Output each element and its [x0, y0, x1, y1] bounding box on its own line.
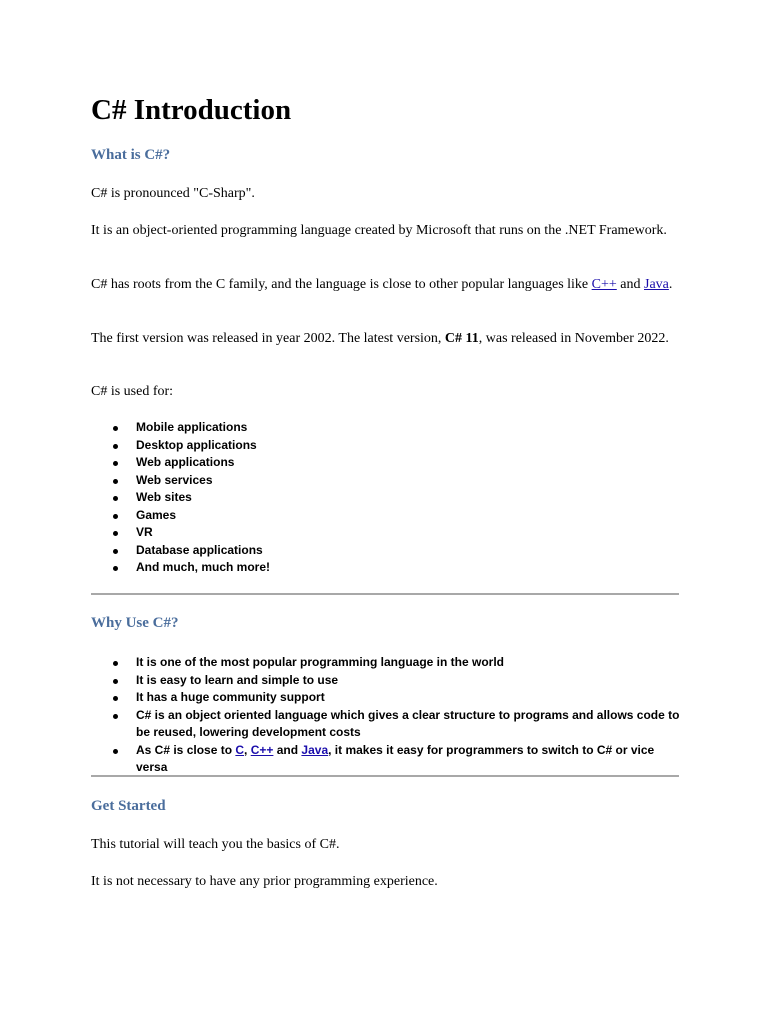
list-item: It has a huge community support: [91, 689, 681, 707]
section-divider: [91, 775, 679, 777]
list-item: Web applications: [91, 454, 681, 472]
list-item: Web sites: [91, 489, 681, 507]
reasons-list: [91, 654, 681, 777]
list-item: [91, 742, 681, 777]
roots-text-before: C# has roots from the C family, and the language is close to other popular languages like: [91, 277, 592, 292]
link-cpp[interactable]: C++: [250, 742, 274, 757]
link-c[interactable]: C: [235, 742, 245, 757]
link-java[interactable]: Java: [301, 742, 329, 757]
list-item: Desktop applications: [91, 437, 681, 455]
list-item: Mobile applications: [91, 419, 681, 437]
paragraph-used-for: C# is used for:: [91, 384, 174, 399]
reason-and: and: [273, 742, 302, 757]
paragraph-tutorial: This tutorial will teach you the basics of C#.: [91, 837, 340, 852]
reason-separator: ,: [244, 742, 251, 757]
paragraph-roots: [91, 276, 681, 294]
versions-text-after: , was released in November 2022.: [478, 331, 669, 346]
list-item: Games: [91, 507, 681, 525]
section-divider: [91, 593, 679, 595]
paragraph-definition: It is an object-oriented programming language created by Microsoft that runs on the .NET Framework.: [91, 223, 667, 238]
paragraph-pronunciation: C# is pronounced "C-Sharp".: [91, 186, 255, 201]
reason-text-before: As C# is close to: [136, 742, 236, 757]
latest-version: C# 11: [444, 331, 479, 346]
paragraph-no-experience: It is not necessary to have any prior programming experience.: [91, 874, 438, 889]
uses-list: [91, 419, 681, 577]
versions-text-before: The first version was released in year 2002. The latest version,: [91, 331, 445, 346]
heading-what-is-csharp: What is C#?: [91, 147, 171, 163]
list-item: VR: [91, 524, 681, 542]
list-item: And much, much more!: [91, 559, 681, 577]
list-item: It is one of the most popular programming language in the world: [91, 654, 681, 672]
link-cpp[interactable]: C++: [591, 277, 617, 292]
roots-text-middle: and: [616, 277, 644, 292]
list-item: Database applications: [91, 542, 681, 560]
heading-why-use-csharp: Why Use C#?: [91, 615, 179, 631]
heading-get-started: Get Started: [91, 798, 166, 814]
page-title: C# Introduction: [91, 94, 292, 126]
reason-text-after: , it makes it easy for programmers to switch to C# or vice versa: [136, 742, 655, 774]
link-java[interactable]: Java: [644, 277, 669, 292]
list-item: It is easy to learn and simple to use: [91, 672, 681, 690]
roots-text-after: .: [668, 277, 673, 292]
list-item: C# is an object oriented language which gives a clear structure to programs and allows code to be reused, lowering development costs: [91, 707, 681, 742]
list-item: Web services: [91, 472, 681, 490]
paragraph-versions: [91, 330, 681, 348]
